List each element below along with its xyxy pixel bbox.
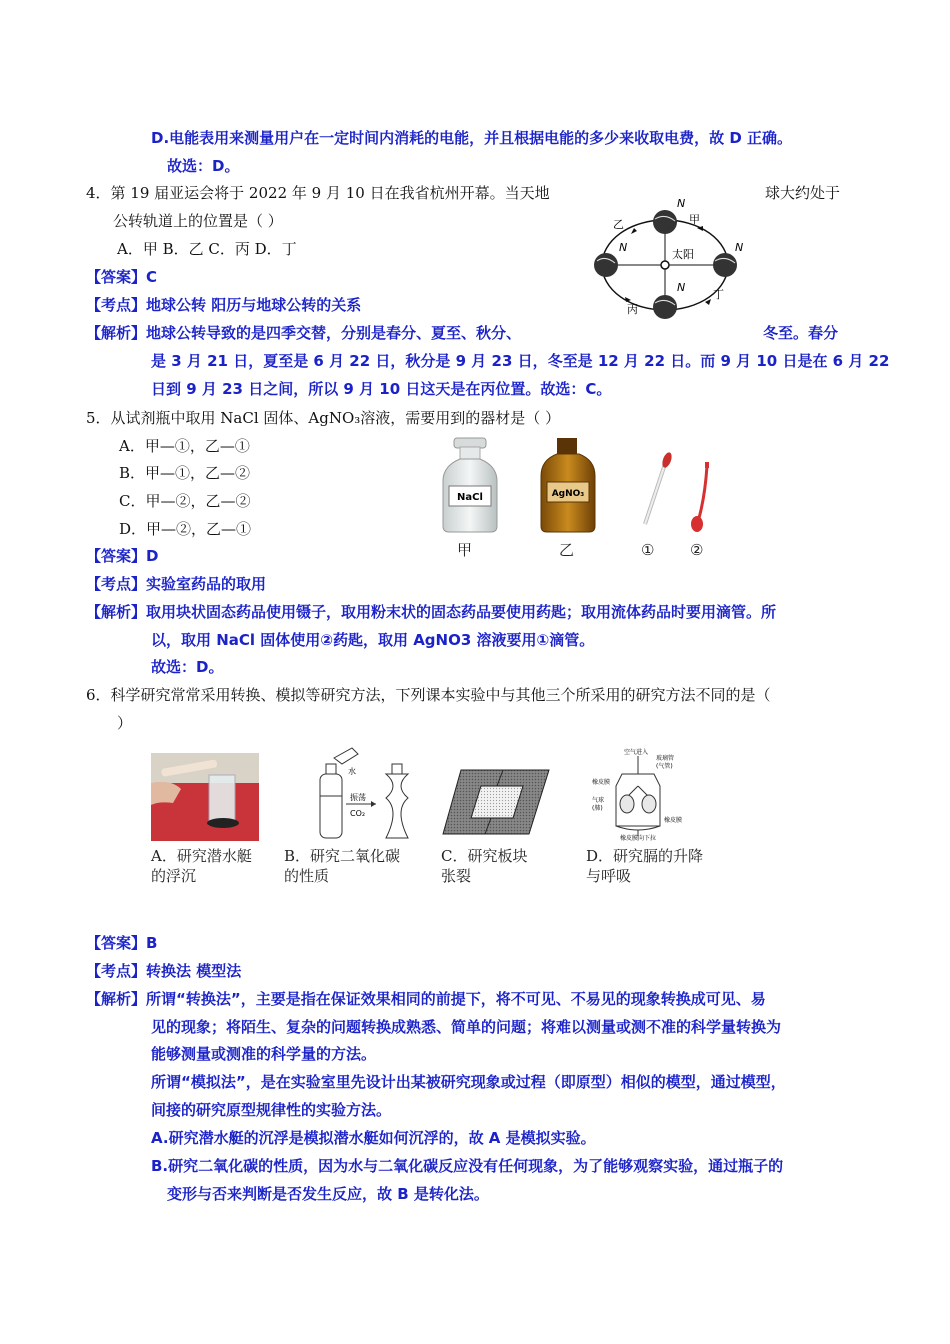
q4-analysis (86, 323, 521, 343)
fig-b-co2-bottles (314, 746, 414, 841)
q6-analysis-line2: 见的现象；将陌生、复杂的问题转换成熟悉、简单的问题；将难以测量或测不准的科学量转换为 (151, 1018, 782, 1036)
north-label: N (677, 197, 686, 210)
caption-c-line2: 张裂 (441, 867, 472, 885)
earth-bing (653, 295, 677, 319)
q6-analysis-line6: A.研究潜水艇的沉浮是模拟潜水艇如何沉浮的，故 A 是模拟实验。 (151, 1129, 596, 1147)
caption-yi: 乙 (559, 541, 575, 559)
north-label: N (735, 241, 744, 254)
q5-analysis-line2: 以，取用 NaCl 固体使用②药匙，取用 AgNO3 溶液要用①滴管。 (151, 631, 595, 649)
label-jia: 甲 (689, 213, 700, 226)
label-ding: 丁 (713, 288, 724, 301)
agno3-bottle (541, 438, 595, 532)
glass-tube-label: 玻璃管 (656, 755, 675, 762)
q5-stem: 5．从试剂瓶中取用 NaCl 固体、AgNO₃溶液，需要用到的器材是（ ） (86, 409, 561, 427)
q6-analysis (86, 989, 766, 1009)
q4-analysis-line2: 是 3 月 21 日，夏至是 6 月 22 日，秋分是 9 月 23 日，冬至是 12 月 22 日。而 9 月 10 日是在 6 月 22 (151, 352, 890, 370)
earth-ding (713, 253, 737, 277)
medicine-spoon (691, 462, 709, 532)
north-label: N (677, 281, 686, 294)
analysis-line: 地球公转导致的是四季交替，分别是春分、夏至、秋分、 (146, 324, 522, 342)
membrane-label: 橡皮膜 (592, 779, 611, 786)
q4-stem: 4．第 19 届亚运会将于 2022 年 9 月 10 日在我省杭州开幕。当天地 (86, 184, 550, 202)
caption-b-line1: B．研究二氧化碳 (284, 847, 401, 865)
answer-tag: 【答案】 (86, 268, 147, 286)
q6-analysis-line7: B.研究二氧化碳的性质，因为水与二氧化碳反应没有任何现象，为了能够观察实验，通过瓶子的 (151, 1157, 784, 1175)
analysis-tag: 【解析】 (86, 990, 147, 1008)
analysis-tag: 【解析】 (86, 324, 147, 342)
fig-a-submarine-photo (151, 753, 259, 841)
point-value: 地球公转 阳历与地球公转的关系 (146, 296, 362, 314)
q4-options: A．甲 B．乙 C．丙 D．丁 (117, 240, 297, 258)
caption-a-line2: 的浮沉 (151, 867, 197, 885)
fig-c-plate-rift (441, 766, 551, 838)
nacl-bottle (443, 438, 497, 532)
q5-answer (86, 546, 158, 566)
agno3-label: AgNO₃ (551, 489, 585, 499)
caption-d-line2: 与呼吸 (586, 867, 632, 885)
caption-dropper: ① (641, 541, 655, 559)
caption-b (284, 846, 400, 886)
earth-jia (653, 210, 677, 234)
lung-label: (肺) (592, 805, 603, 812)
answer-value: D (146, 547, 159, 565)
q4-analysis-cont: 冬至。春分 (763, 324, 839, 342)
caption-c-line1: C．研究板块 (441, 847, 528, 865)
q4-analysis-line3: 日到 9 月 23 日之间，所以 9 月 10 日这天是在丙位置。故选：C。 (151, 380, 612, 398)
air-in-label: 空气进入 (624, 749, 649, 756)
north-label: N (619, 241, 628, 254)
answer-value: B (146, 934, 158, 952)
q4-stem-cont: 球大约处于 (765, 184, 841, 202)
q5-option-b: B．甲—①，乙—② (119, 464, 251, 482)
caption-d-line1: D．研究膈的升降 (586, 847, 704, 865)
q4-point (86, 295, 361, 315)
label-bing: 丙 (627, 303, 638, 316)
reagent-bottles-figure (435, 436, 730, 536)
q5-analysis (86, 602, 776, 622)
caption-spoon: ② (690, 541, 704, 559)
q3-option-d-explanation: D.电能表用来测量用户在一定时间内消耗的电能，并且根据电能的多少来收取电费，故 D 正确。 (151, 129, 793, 147)
fig-d-diaphragm-model (590, 746, 690, 841)
q6-point (86, 961, 241, 981)
pull-label: 橡皮膜向下拉 (620, 835, 657, 841)
point-value: 实验室药品的取用 (146, 575, 267, 593)
earth-yi (594, 253, 618, 277)
balloon-label: 气球 (592, 797, 605, 804)
caption-d (586, 846, 703, 886)
caption-a-line1: A．研究潜水艇 (151, 847, 252, 865)
point-tag: 【考点】 (86, 962, 147, 980)
q6-answer (86, 933, 157, 953)
caption-a (151, 846, 252, 886)
point-tag: 【考点】 (86, 575, 147, 593)
q6-stem: 6．科学研究常常采用转换、模拟等研究方法，下列课本实验中与其他三个所采用的研究方法不同的是（ (86, 686, 771, 704)
sun-label: 太阳 (672, 248, 694, 261)
caption-c (441, 846, 527, 886)
q5-point (86, 574, 266, 594)
q5-option-d: D．甲—②，乙—① (119, 520, 252, 538)
water-label: 水 (348, 767, 356, 776)
label-yi: 乙 (613, 218, 624, 231)
q5-option-c: C．甲—②，乙—② (119, 492, 251, 510)
q5-option-a: A．甲—①，乙—① (119, 437, 250, 455)
q6-analysis-line8: 变形与否来判断是否发生反应，故 B 是转化法。 (167, 1185, 489, 1203)
analysis-line: 取用块状固态药品使用镊子，取用粉末状的固态药品要使用药匙；取用流体药品时要用滴管。所 (146, 603, 777, 621)
q3-conclusion: 故选：D。 (167, 157, 240, 175)
q4-stem-line2: 公转轨道上的位置是（ ） (113, 212, 283, 230)
co2-label: CO₂ (350, 809, 366, 818)
q6-stem-line2: ） (117, 714, 133, 732)
answer-value: C (146, 268, 158, 286)
analysis-tag: 【解析】 (86, 603, 147, 621)
nacl-label: NaCl (457, 492, 483, 503)
answer-tag: 【答案】 (86, 934, 147, 952)
answer-tag: 【答案】 (86, 547, 147, 565)
q6-analysis-line3: 能够测量或测准的科学量的方法。 (151, 1045, 377, 1063)
shake-label: 振荡 (350, 793, 366, 802)
q4-answer (86, 267, 157, 287)
q6-analysis-line4: 所谓“模拟法”，是在实验室里先设计出某被研究现象或过程（即原型）相似的模型，通过模型， (151, 1073, 786, 1091)
analysis-line: 所谓“转换法”，主要是指在保证效果相同的前提下，将不可见、不易见的现象转换成可见、易 (146, 990, 766, 1008)
trachea-label: (气管) (656, 763, 673, 770)
point-tag: 【考点】 (86, 296, 147, 314)
q6-analysis-line5: 间接的研究原型规律性的实验方法。 (151, 1101, 392, 1119)
point-value: 转换法 模型法 (146, 962, 242, 980)
dropper (645, 451, 673, 524)
q5-analysis-line3: 故选：D。 (151, 658, 224, 676)
caption-b-line2: 的性质 (284, 867, 330, 885)
rubber-label: 橡皮膜 (664, 817, 683, 824)
earth-orbit-diagram (585, 183, 755, 333)
caption-jia: 甲 (457, 541, 473, 559)
